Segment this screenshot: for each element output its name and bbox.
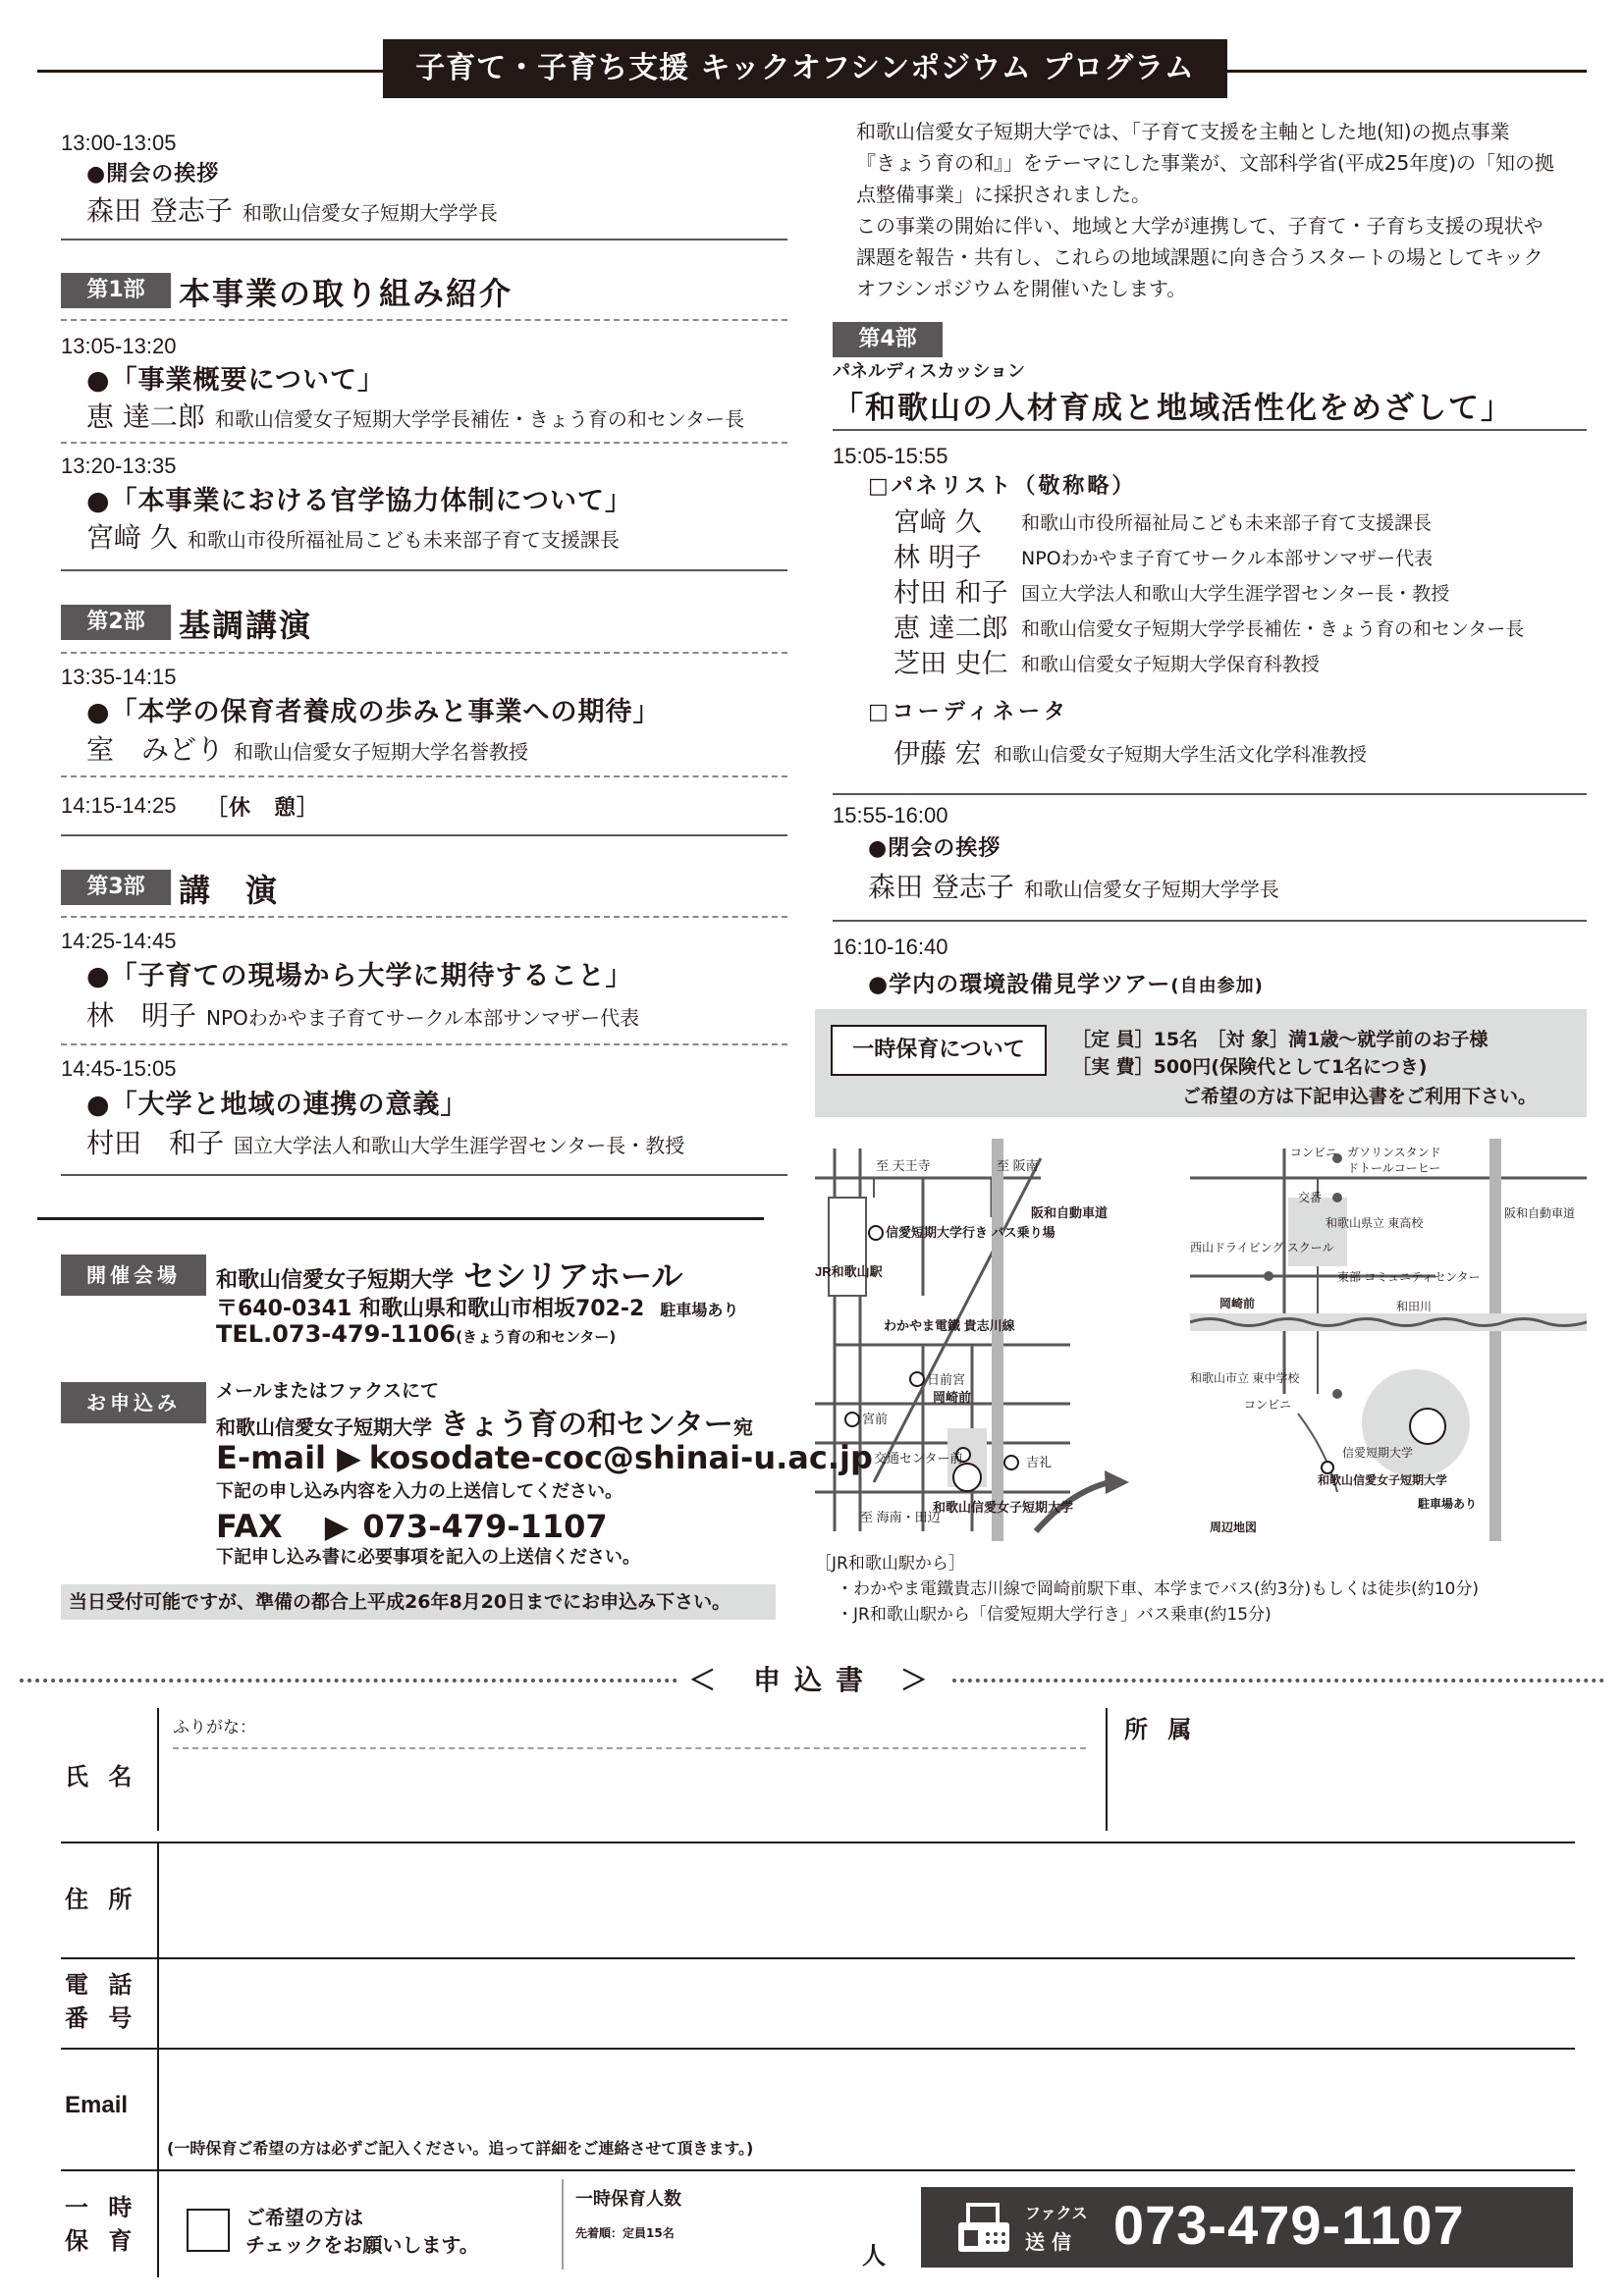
unit-label: 人: [862, 2242, 886, 2269]
map-label: 信愛短期大学行き バス乗り場: [886, 1225, 1056, 1240]
panelist-affiliation: 和歌山市役所福祉局こども未来部子育て支援課長: [1021, 512, 1433, 534]
part2-title: 基調講演: [179, 607, 313, 644]
apply-college: 和歌山信愛女子短期大学: [216, 1415, 432, 1439]
checkbox-label: [245, 2204, 479, 2259]
map-label: 宮前: [862, 1412, 889, 1426]
speaker-affiliation: NPOわかやま子育てサークル本部サンマザー代表: [206, 1006, 640, 1030]
divider: [61, 916, 787, 918]
coordinator-name: 伊藤 宏: [893, 739, 982, 770]
part3-item2-time: 14:45-15:05: [61, 1056, 177, 1081]
intro-line: 課題を報告・共有し、これらの地域課題に向き合うスタートの場としてキック: [856, 245, 1543, 269]
apply-line2: [216, 1400, 753, 1443]
venue-name-small: 和歌山信愛女子短期大学: [216, 1268, 455, 1293]
map-label: ドトールコーヒー: [1347, 1161, 1441, 1175]
childcare-label-line: 保 育: [65, 2227, 138, 2255]
childcare-line3: ご希望の方は下記申込書をご利用下さい。: [1182, 1086, 1538, 1107]
apply-fax-note: 下記申し込み書に必要事項を記入の上送信ください。: [216, 1547, 640, 1568]
speaker-name: 宮﨑 久: [86, 521, 178, 554]
part3-item2-title: ●「大学と地域の連携の意義」: [86, 1090, 468, 1120]
map-label: 西山ドライビング スクール: [1190, 1241, 1334, 1255]
checkbox-label-line: チェックをお願いします。: [245, 2233, 479, 2257]
apply-center: きょう育の和センター: [440, 1408, 733, 1442]
venue-tel: [216, 1320, 616, 1348]
speaker-name: 森田 登志子: [86, 194, 233, 227]
speaker-name: 林 明子: [86, 999, 197, 1032]
affiliation-input[interactable]: [1124, 1752, 1576, 1831]
panelist-name: 村田 和子: [893, 578, 1008, 609]
part1-title: 本事業の取り組み紹介: [179, 275, 514, 312]
apply-suffix: 宛: [732, 1415, 753, 1439]
panelist: [893, 642, 1321, 680]
childcare-label: [65, 2191, 137, 2258]
map-label: わかやま電鐵 貴志川線: [884, 1318, 1015, 1333]
intro-line: 『きょう育の和』」をテーマにした事業が、文部科学省(平成25年度)の「知の拠: [856, 151, 1555, 175]
childcare-notice: [815, 1009, 1587, 1117]
tour-title-text: ●学内の環境設備見学ツアー: [868, 972, 1171, 997]
map-label: 信愛短期大学: [1342, 1446, 1414, 1460]
intro-line: この事業の開始に伴い、地域と大学が連携して、子育て・子育ち支援の現状や: [856, 214, 1543, 238]
panelist-affiliation: 国立大学法人和歌山大学生涯学習センター長・教授: [1021, 583, 1450, 605]
tour-note: (自由参加): [1170, 976, 1264, 996]
fax-number: 073-479-1107: [362, 1508, 608, 1545]
coordinator-label: □コーディネータ: [868, 700, 1070, 724]
parking-note: 駐車場あり: [660, 1301, 739, 1319]
speaker-name: 室 みどり: [86, 733, 225, 766]
program-banner: 子育て・子育ち支援 キックオフシンポジウム プログラム: [383, 39, 1227, 98]
panelist-name: 林 明子: [893, 543, 982, 573]
divider: [157, 1708, 159, 1831]
part4-subtitle: パネルディスカッション: [833, 361, 1026, 382]
fax-label: FAX ▶: [216, 1508, 350, 1545]
name-input[interactable]: [173, 1752, 1086, 1831]
divider: [61, 1043, 787, 1045]
apply-email: [216, 1439, 873, 1476]
tel-note: (きょう育の和センター): [456, 1328, 617, 1346]
speaker-affiliation: 和歌山信愛女子短期大学学長: [242, 201, 498, 225]
coordinator: [893, 732, 1368, 771]
cut-line: [952, 1679, 1604, 1682]
speaker-affiliation: 和歌山市役所福祉局こども未来部子育て支援課長: [187, 528, 620, 552]
phone-label: [65, 1968, 137, 2035]
part2-item1-title: ●「本学の保育者養成の歩みと事業への期待」: [86, 697, 661, 727]
part3-title: 講 演: [179, 872, 280, 909]
checkbox-label-line: ご希望の方は: [245, 2206, 363, 2229]
divider: [833, 920, 1587, 922]
furigana-label: ふりがな：: [173, 1718, 256, 1737]
divider: [1106, 1708, 1108, 1831]
form-divider: [61, 2169, 1575, 2171]
part1-tag: 第1部: [61, 273, 171, 308]
intro-line: オフシンポジウムを開催いたします。: [856, 277, 1187, 300]
apply-label: お申込み: [61, 1382, 206, 1423]
area-map-left: [815, 1139, 1198, 1541]
intro-line: 点整備事業」に採択されました。: [856, 183, 1151, 206]
fax-small-label: 送 信: [1025, 2230, 1071, 2254]
part4-title: 「和歌山の人材育成と地域活性化をめざして」: [833, 391, 1513, 426]
expressway-icon: [992, 1139, 1003, 1541]
childcare-line1: ［定 員］15名 ［対 象］満1歳～就学前のお子様: [1072, 1029, 1489, 1050]
intro-line: 和歌山信愛女子短期大学では、「子育て支援を主軸とした地(知)の拠点事業: [856, 120, 1510, 143]
form-title: ＜ 申込書 ＞: [688, 1664, 942, 1696]
map-label: 和田川: [1396, 1300, 1433, 1313]
panelist: [893, 607, 1525, 645]
map-label: 至 海南・田辺: [860, 1510, 941, 1524]
fax-send-box: [921, 2187, 1573, 2268]
divider: [833, 793, 1587, 795]
map-label: 交番: [1298, 1191, 1323, 1204]
apply-line1: メールまたはファクスにて: [216, 1380, 440, 1402]
speaker-affiliation: 和歌山信愛女子短期大学学長: [1023, 878, 1279, 901]
divider: [61, 775, 787, 777]
childcare-button: 一時保育について: [831, 1025, 1047, 1076]
divider: [61, 442, 787, 444]
opening-time: 13:00-13:05: [61, 131, 177, 155]
map-label: コンビニ: [1290, 1146, 1338, 1159]
fax-small-label: ファクス: [1025, 2204, 1088, 2222]
tour-title: [868, 966, 1264, 998]
divider: [61, 319, 787, 321]
email-address[interactable]: kosodate-coc@shinai-u.ac.jp: [368, 1439, 873, 1476]
email-form-label: Email: [65, 2092, 129, 2118]
station-marker-icon: [910, 1372, 924, 1386]
speaker-affiliation: 和歌山信愛女子短期大学学長補佐・きょう育の和センター長: [214, 407, 745, 431]
map-label: 周辺地図: [1210, 1521, 1258, 1534]
access-line: ・わかやま電鐵貴志川線で岡崎前駅下車、本学までバス(約3分)もしくは徒歩(約10分): [837, 1579, 1479, 1599]
affiliation-label: 所 属: [1124, 1716, 1198, 1743]
divider: [157, 2169, 159, 2277]
address-text: 〒640-0341 和歌山県和歌山市相坂702-2: [216, 1297, 645, 1321]
venue-address: [216, 1292, 738, 1322]
part1-item2-speaker: [86, 516, 620, 556]
access-heading: ［JR和歌山駅から］: [815, 1554, 965, 1574]
deadline-note: 当日受付可能ですが、準備の都合上平成26年8月20日までにお申込み下さい。: [61, 1584, 776, 1620]
fax-number-large: 073-479-1107: [1113, 2194, 1465, 2256]
divider: [833, 429, 1587, 431]
map-label: 交通センター前: [874, 1451, 963, 1466]
break-time: 14:15-14:25: [61, 793, 177, 818]
panelist: [893, 571, 1450, 610]
map-label: 吉礼: [1026, 1455, 1053, 1469]
panelist-name: 芝田 史仁: [893, 649, 1008, 679]
area-map-right: [1190, 1139, 1587, 1541]
marker-icon: [1264, 1271, 1273, 1281]
college-crest-icon: [1410, 1409, 1445, 1444]
speaker-name: 森田 登志子: [868, 871, 1014, 903]
address-input[interactable]: [173, 1855, 1567, 1949]
access-info: [815, 1551, 1479, 1628]
expressway-icon: [1489, 1139, 1501, 1541]
map-label: コンビニ: [1244, 1398, 1292, 1412]
speaker-affiliation: 和歌山信愛女子短期大学名誉教授: [234, 740, 529, 764]
closing-speaker: [868, 866, 1279, 905]
venue-rule: [37, 1217, 764, 1220]
part1-item1-speaker: [86, 396, 744, 435]
opening-title: ●開会の挨拶: [86, 162, 220, 187]
name-label: 氏 名: [65, 1763, 138, 1790]
bus-stop-icon: [869, 1226, 883, 1240]
panelist-name: 宮﨑 久: [893, 507, 982, 538]
tour-time: 16:10-16:40: [833, 934, 948, 959]
bus-stop-icon: [1322, 1462, 1333, 1473]
part2-tag: 第2部: [61, 605, 171, 640]
map-label: 和歌山市立 東中学校: [1190, 1371, 1300, 1385]
map-label: ガソリンスタンド: [1347, 1146, 1441, 1159]
divider: [61, 239, 787, 240]
access-line: ・JR和歌山駅から「信愛短期大学行き」バス乗車(約15分): [837, 1605, 1272, 1625]
apply-email-note: 下記の申し込み内容を入力の上送信してください。: [216, 1481, 623, 1502]
marker-icon: [1332, 1193, 1342, 1202]
station-marker-icon: [845, 1413, 859, 1426]
cut-line: [20, 1679, 677, 1682]
part3-item2-speaker: [86, 1122, 684, 1161]
part1-item1-title: ●「事業概要について」: [86, 365, 386, 396]
divider: [61, 652, 787, 654]
map-label: 阪和自動車道: [1504, 1206, 1576, 1220]
email-input[interactable]: [173, 2057, 1567, 2126]
venue-name: [216, 1252, 682, 1297]
arrow-icon: [1105, 1470, 1129, 1494]
map-label: 和歌山信愛女子短期大学: [1318, 1473, 1448, 1487]
form-divider: [61, 2048, 1575, 2050]
intro-text: [856, 116, 1583, 304]
childcare-line2: ［実 費］500円(保険代として1名につき): [1072, 1056, 1428, 1078]
divider: [61, 834, 787, 836]
childcare-checkbox[interactable]: [187, 2209, 230, 2252]
college-crest-icon: [953, 1464, 981, 1491]
marker-icon: [1332, 1389, 1342, 1399]
map-label: 岡崎前: [1219, 1297, 1256, 1310]
map-label: 日前宮: [927, 1372, 966, 1387]
panelist-affiliation: 和歌山信愛女子短期大学学長補佐・きょう育の和センター長: [1021, 618, 1525, 640]
childcare-count-label: 一時保育人数: [575, 2189, 681, 2210]
furigana-divider: [173, 1747, 1086, 1749]
part1-item1-time: 13:05-13:20: [61, 334, 177, 358]
divider: [61, 569, 787, 571]
email-label: E-mail ▶: [216, 1439, 361, 1476]
divider: [157, 2048, 159, 2169]
part2-item1-speaker: [86, 728, 528, 768]
venue-name-big: セシリアホール: [463, 1257, 683, 1295]
part1-item2-title: ●「本事業における官学協力体制について」: [86, 486, 633, 516]
closing-time: 15:55-16:00: [833, 803, 948, 828]
map-label: 阪和自動車道: [1031, 1205, 1109, 1220]
phone-label-line: 番 号: [65, 2004, 138, 2032]
part3-item1-time: 14:25-14:45: [61, 929, 177, 953]
divider: [61, 1174, 787, 1176]
childcare-count-input[interactable]: [707, 2204, 854, 2253]
speaker-name: 村田 和子: [86, 1127, 225, 1159]
divider: [157, 1957, 159, 2048]
map-label: 東部 コミュニティセンター: [1337, 1270, 1481, 1284]
panelists-label: □パネリスト（敬称略）: [868, 474, 1137, 499]
panelist: [893, 501, 1433, 539]
break-label: ［休 憩］: [206, 796, 320, 821]
map-label: JR和歌山駅: [815, 1264, 883, 1279]
coordinator-affiliation: 和歌山信愛女子短期大学生活文化学科准教授: [994, 744, 1368, 766]
childcare-count-note: 先着順：定員15名: [575, 2226, 675, 2240]
form-divider: [61, 1842, 1575, 1843]
email-note: (一時保育ご希望の方は必ずご記入ください。追って詳細をご連絡させて頂きます。): [167, 2139, 754, 2158]
closing-title: ●閉会の挨拶: [868, 836, 1001, 861]
map-label: 駐車場あり: [1418, 1497, 1478, 1511]
station-icon: [829, 1198, 866, 1296]
map-label: 和歌山県立 東高校: [1326, 1216, 1424, 1230]
map-label: 岡崎前: [933, 1390, 972, 1405]
map-label: 和歌山信愛女子短期大学: [933, 1500, 1074, 1515]
part2-item1-time: 13:35-14:15: [61, 665, 177, 689]
part3-item1-title: ●「子育ての現場から大学に期待すること」: [86, 961, 633, 991]
map-label: 至 天王寺: [876, 1158, 931, 1173]
panelist: [893, 536, 1434, 574]
part4-time: 15:05-15:55: [833, 444, 948, 468]
address-label: 住 所: [65, 1886, 138, 1913]
form-divider: [61, 1957, 1575, 1959]
part3-tag: 第3部: [61, 870, 171, 905]
tel-number: TEL.073-479-1106: [216, 1320, 457, 1348]
panelist-name: 恵 達二郎: [893, 614, 1008, 644]
panelist-affiliation: 和歌山信愛女子短期大学保育科教授: [1021, 654, 1321, 675]
divider: [157, 1842, 159, 1957]
speaker-affiliation: 国立大学法人和歌山大学生涯学習センター長・教授: [234, 1134, 685, 1157]
speaker-name: 恵 達二郎: [86, 400, 205, 433]
station-marker-icon: [1004, 1456, 1018, 1469]
part1-item2-time: 13:20-13:35: [61, 454, 177, 478]
part4-tag: 第4部: [833, 322, 943, 357]
apply-fax: [216, 1502, 608, 1547]
part3-item1-speaker: [86, 994, 639, 1034]
phone-input[interactable]: [173, 1967, 1567, 2041]
venue-label: 開催会場: [61, 1255, 206, 1296]
fax-machine-icon: [954, 2201, 1013, 2256]
map-label: 至 阪南: [997, 1158, 1039, 1173]
childcare-label-line: 一 時: [65, 2194, 138, 2221]
phone-label-line: 電 話: [65, 1971, 138, 1999]
divider: [562, 2179, 564, 2269]
opening-speaker: [86, 189, 498, 229]
panelist-affiliation: NPOわかやま子育てサークル本部サンマザー代表: [1021, 548, 1434, 569]
